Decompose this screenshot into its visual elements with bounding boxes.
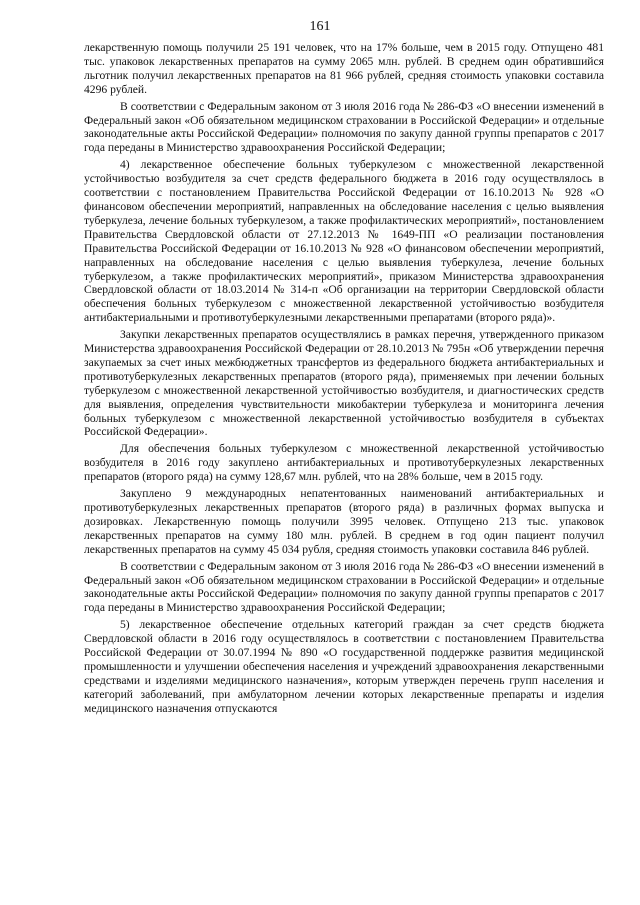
paragraph: Закуплено 9 международных непатентованных наименований антибактериальных и противотуберкулезных лекарственных препаратов (второго ряда) в различных формах выпуска и дозировках. Лекарственную помощь получили 3995 человек. Отпущено 213 тыс. упаковок лекарственных препаратов на сумму 180 млн. рублей. В среднем в год один пациент получил лекарственных препаратов на сумму 45 034 рубля, средняя стоимость упаковки составила 846 рублей. [84,487,604,556]
page-number: 161 [309,19,331,34]
paragraph: В соответствии с Федеральным законом от 3 июля 2016 года № 286-ФЗ «О внесении изменений в Федеральный закон «Об обязательном медицинском страховании в Российской Федерации» и отдельные законодательные акты Российской Федерации» полномочия по закупу данной группы препаратов с 2017 года переданы в Министерство здравоохранения Российской Федерации; [84,559,604,615]
document-body [84,41,604,716]
paragraph: В соответствии с Федеральным законом от 3 июля 2016 года № 286-ФЗ «О внесении изменений в Федеральный закон «Об обязательном медицинском страховании в Российской Федерации» и отдельные законодательные акты Российской Федерации» полномочия по закупу данной группы препаратов с 2017 года переданы в Министерство здравоохранения Российской Федерации; [84,99,604,155]
paragraph: Закупки лекарственных препаратов осуществлялись в рамках перечня, утвержденного приказом Министерства здравоохранения Российской Федерации от 28.10.2013 № 795н «Об утверждении перечня закупаемых за счет иных межбюджетных трансфертов из федерального бюджета антибактериальных и противотуберкулезных лекарственных препаратов (второго ряда), применяемых при лечении больных туберкулезом с множественной лекарственной устойчивостью возбудителя, и диагностических средств для выявления, определения чувствительности микобактерии туберкулеза и мониторинга лечения больных туберкулезом с множественной лекарственной устойчивостью возбудителя в субъектах Российской Федерации». [84,328,604,439]
paragraph: 4) лекарственное обеспечение больных туберкулезом с множественной лекарственной устойчивостью возбудителя за счет средств федерального бюджета в 2016 году осуществлялось в соответствии с постановлением Правительства Российской Федерации от 16.10.2013 № 928 «О финансовом обеспечении мероприятий, направленных на обследование населения с целью выявления туберкулеза, лечение больных туберкулезом, а также профилактических мероприятий», постановлением Правительства Свердловской области от 27.12.2013 № 1649-ПП «О реализации постановления Правительства Российской Федерации от 16.10.2013 № 928 «О финансовом обеспечении мероприятий, направленных на обследование населения с целью выявления туберкулеза, лечение больных туберкулезом, а также профилактических мероприятий», приказом Министерства здравоохранения Свердловской области от 18.03.2014 № 314-п «Об организации на территории Свердловской области обеспечения больных туберкулезом с множественной лекарственной устойчивостью возбудителя антибактериальными и противотуберкулезными лекарственными препаратами (второго ряда)». [84,158,604,325]
paragraph: лекарственную помощь получили 25 191 человек, что на 17% больше, чем в 2015 году. Отпущено 481 тыс. упаковок лекарственных препаратов на сумму 2065 млн. рублей. В среднем один обратившийся льготник получил лекарственных препаратов на 81 966 рублей, средняя стоимость упаковки составила 4296 рублей. [84,41,604,96]
paragraph: 5) лекарственное обеспечение отдельных категорий граждан за счет средств бюджета Свердловской области в 2016 году осуществлялось в соответствии с постановлением Правительства Российской Федерации от 30.07.1994 № 890 «О государственной поддержке развития медицинской промышленности и улучшении обеспечения населения и учреждений здравоохранения лекарственными средствами и изделиями медицинского назначения», которым утвержден перечень групп населения и категорий заболеваний, при амбулаторном лечении которых лекарственные препараты и изделия медицинского назначения отпускаются [84,618,604,715]
paragraph: Для обеспечения больных туберкулезом с множественной лекарственной устойчивостью возбудителя в 2016 году закуплено антибактериальных и противотуберкулезных лекарственных препаратов (второго ряда) на сумму 128,67 млн. рублей, что на 28% больше, чем в 2015 году. [84,442,604,484]
